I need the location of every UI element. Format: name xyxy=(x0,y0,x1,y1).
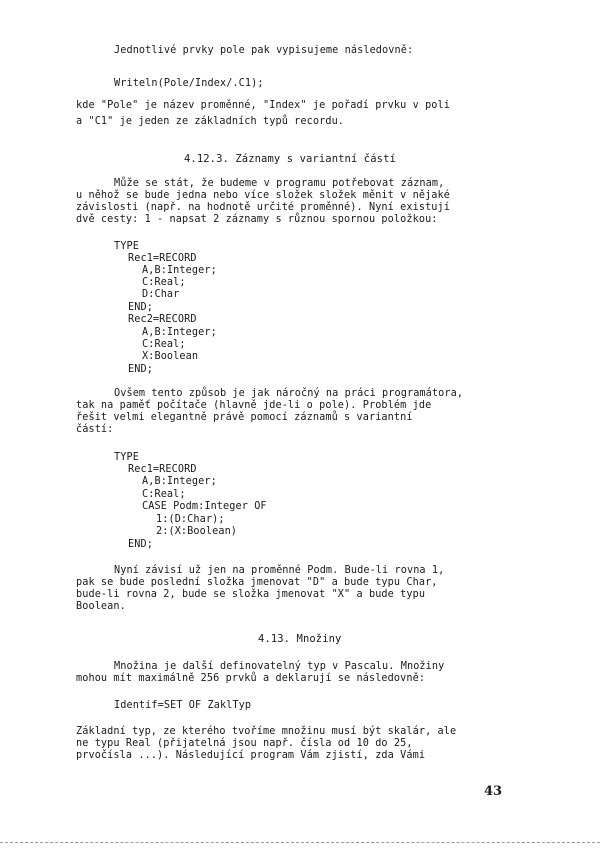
section-heading: 4.12.3. Záznamy s variantní částí xyxy=(184,153,396,165)
code-line: END; xyxy=(128,364,153,375)
text-line: částí: xyxy=(76,424,114,435)
code-line: 1:(D:Char); xyxy=(156,514,225,525)
text-line: prvočísla ...). Následující program Vám zjistí, zda Vámi xyxy=(76,750,426,761)
code-line: X:Boolean xyxy=(142,351,199,362)
code-line: END; xyxy=(128,302,153,313)
text-line: tak na paměť počítače (hlavně jde-li o pole). Problém jde xyxy=(76,400,432,411)
section-heading: 4.13. Množiny xyxy=(258,633,342,645)
text-line: pak se bude poslední složka jmenovat "D" a bude typu Char, xyxy=(76,577,438,588)
page-edge-divider xyxy=(0,842,600,843)
text-line: Boolean. xyxy=(76,601,126,612)
text-line: kde "Pole" je název proměnné, "Index" je pořadí prvku v poli xyxy=(76,100,451,111)
code-line: A,B:Integer; xyxy=(142,476,217,487)
text-line: závislosti (např. na hodnotě určité proměnné). Nyní existují xyxy=(76,202,451,213)
code-line: TYPE xyxy=(114,241,139,252)
code-line: Rec1=RECORD xyxy=(128,253,197,264)
text-line: bude-li rovna 2, bude se složka jmenovat "X" a bude typu xyxy=(76,589,426,600)
text-line: Ovšem tento způsob je jak náročný na práci programátora, xyxy=(114,388,464,399)
text-line: Základní typ, ze kterého tvoříme množinu musí být skalár, ale xyxy=(76,726,457,737)
code-line: CASE Podm:Integer OF xyxy=(142,501,267,512)
code-line: D:Char xyxy=(142,289,180,300)
text-line: ne typu Real (přijatelná jsou např. čísla od 10 do 25, xyxy=(76,738,413,749)
text-line: Jednotlivé prvky pole pak vypisujeme následovně: xyxy=(114,45,414,56)
text-line: Nyní závisí už jen na proměnné Podm. Bude-li rovna 1, xyxy=(114,565,445,576)
text-line: mohou mít maximálně 256 prvků a deklarují se následovně: xyxy=(76,673,426,684)
code-line: C:Real; xyxy=(142,489,186,500)
code-line: END; xyxy=(128,539,153,550)
code-line: Identif=SET OF ZaklTyp xyxy=(114,700,252,711)
code-line: C:Real; xyxy=(142,339,186,350)
code-line: TYPE xyxy=(114,452,139,463)
text-line: u něhož se bude jedna nebo více složek složek měnit v nějaké xyxy=(76,190,451,201)
text-line: a "C1" je jeden ze základních typů recordu. xyxy=(76,116,345,127)
code-line: A,B:Integer; xyxy=(142,265,217,276)
code-line: A,B:Integer; xyxy=(142,327,217,338)
code-line: Writeln(Pole/Index/.C1); xyxy=(114,78,264,89)
code-line: 2:(X:Boolean) xyxy=(156,526,238,537)
code-line: C:Real; xyxy=(142,277,186,288)
text-line: dvě cesty: 1 - napsat 2 záznamy s různou spornou položkou: xyxy=(76,214,438,225)
text-line: řešit velmi elegantně právě pomocí záznamů s variantní xyxy=(76,412,413,423)
code-line: Rec2=RECORD xyxy=(128,314,197,325)
code-line: Rec1=RECORD xyxy=(128,464,197,475)
page-number: 43 xyxy=(484,784,503,799)
text-line: Množina je další definovatelný typ v Pascalu. Množiny xyxy=(114,661,445,672)
text-line: Může se stát, že budeme v programu potřebovat záznam, xyxy=(114,178,445,189)
